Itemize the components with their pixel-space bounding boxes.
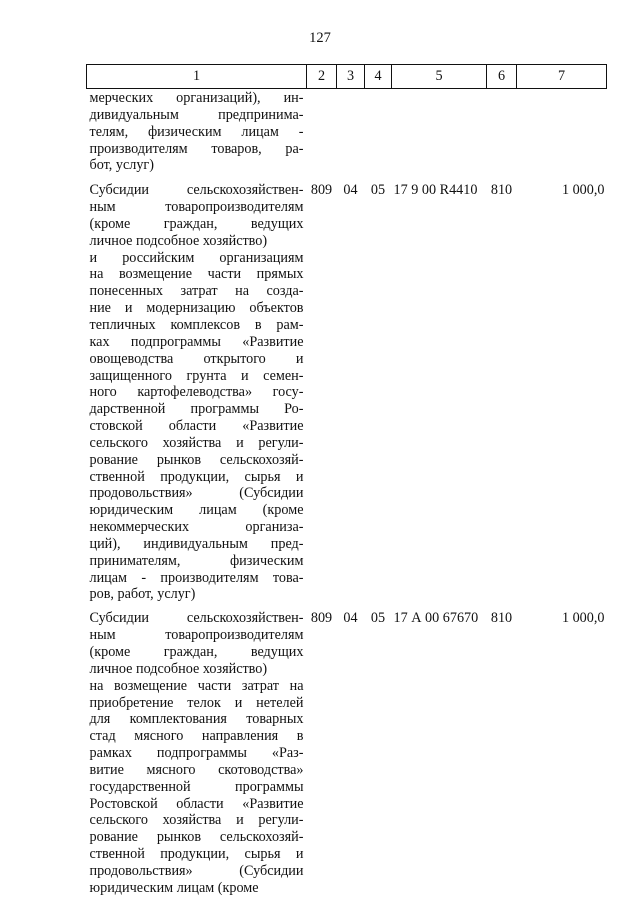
description-line: телям, физическим лицам - [89,123,304,140]
header-col-2: 2 [307,65,337,89]
description-line: ным товаропроизводителям [89,199,304,216]
description-line: ках подпрограммы «Развитие [89,333,304,350]
description-line: сельского хозяйства и регули- [89,434,304,451]
description-line: защищенного грунта и семен- [89,367,304,384]
description-line: стад мясного направления в [89,728,304,745]
header-col-7: 7 [517,65,607,89]
row-col-4 [365,89,392,183]
row-col-6: 810 [490,182,513,199]
description-line: рование рынков сельскохозяй- [89,451,304,468]
description-line: Субсидии сельскохозяйствен- [89,610,304,627]
table-row [87,182,607,610]
description-line: приобретение телок и нетелей [89,694,304,711]
description-line: ние и модернизацию объектов [89,300,304,317]
row-description [87,610,307,896]
header-col-5: 5 [392,65,487,89]
description-line: витие мясного скотоводства» [89,761,304,778]
description-line: принимателям, физическим [89,552,304,569]
row-col-2: 809 [310,182,333,199]
description-line: овощеводства открытого и [89,350,304,367]
description-line: лицам - производителям това- [89,569,304,586]
header-col-3: 3 [337,65,365,89]
description-line: (кроме граждан, ведущих [89,644,304,660]
description-line: мерческих организаций), ин- [89,90,304,106]
description-line: на возмещение части затрат на [89,677,304,694]
description-line: продовольствия» (Субсидии [89,862,304,879]
description-line: стовской области «Развитие [89,418,304,435]
header-col-1: 1 [87,65,307,89]
description-line: бот, услуг) [89,157,154,174]
row-col-3: 04 [343,610,358,627]
description-line: ным товаропроизводителям [89,627,304,644]
row-col-5: 17 9 00 R4410 [393,182,478,199]
row-col-6 [487,89,517,183]
description-line: рамках подпрограммы «Раз- [89,745,304,762]
description-line: ственной продукции, сырья и [89,468,304,485]
row-col-5: 17 А 00 67670 [393,610,479,627]
row-col-7: 1 000,0 [561,610,605,627]
description-line: понесенных затрат на созда- [89,283,304,300]
description-line: ного картофелеводства» госу- [89,384,304,401]
table-row [87,610,607,896]
header-col-4: 4 [365,65,392,89]
row-col-2: 809 [310,610,333,627]
row-description [87,182,307,610]
row-col-2 [307,89,337,183]
table-row [87,89,607,183]
description-line: и российским организациям [89,249,304,266]
header-col-6: 6 [487,65,517,89]
description-line: юридическим лицам (кроме [89,879,259,896]
description-line: Субсидии сельскохозяйствен- [89,182,304,199]
description-line: личное подсобное хозяйство) [89,232,268,249]
description-line: (кроме граждан, ведущих [89,215,304,232]
description-line: личное подсобное хозяйство) [89,660,268,677]
description-line: рование рынков сельскохозяй- [89,829,304,846]
description-line: юридическим лицам (кроме [89,502,304,519]
row-col-3: 04 [343,182,358,199]
description-line: некоммерческих организа- [89,519,304,536]
description-line: дарственной программы Ро- [89,401,304,418]
description-line: ров, работ, услуг) [89,586,196,603]
header-row [87,65,607,89]
row-col-4: 05 [370,182,386,199]
description-line: тепличных комплексов в рам- [89,316,304,333]
row-col-6: 810 [490,610,513,627]
description-line: государственной программы [89,778,304,795]
budget-table [86,64,607,897]
description-line: ственной продукции, сырья и [89,846,304,863]
row-col-4: 05 [370,610,386,627]
description-line: ций), индивидуальным пред- [89,535,304,552]
row-col-5 [392,89,487,183]
description-line: Ростовской области «Развитие [89,795,304,812]
row-description [87,89,307,183]
page-number: 127 [309,30,331,46]
description-line: для комплектования товарных [89,711,304,728]
row-col-7: 1 000,0 [561,182,605,199]
description-line: продовольствия» (Субсидии [89,485,304,502]
row-col-3 [337,89,365,183]
description-line: сельского хозяйства и регули- [89,812,304,829]
row-col-7 [517,89,607,183]
description-line: дивидуальным предпринима- [89,106,304,123]
description-line: на возмещение части прямых [89,266,304,283]
description-line: производителям товаров, ра- [89,140,304,157]
